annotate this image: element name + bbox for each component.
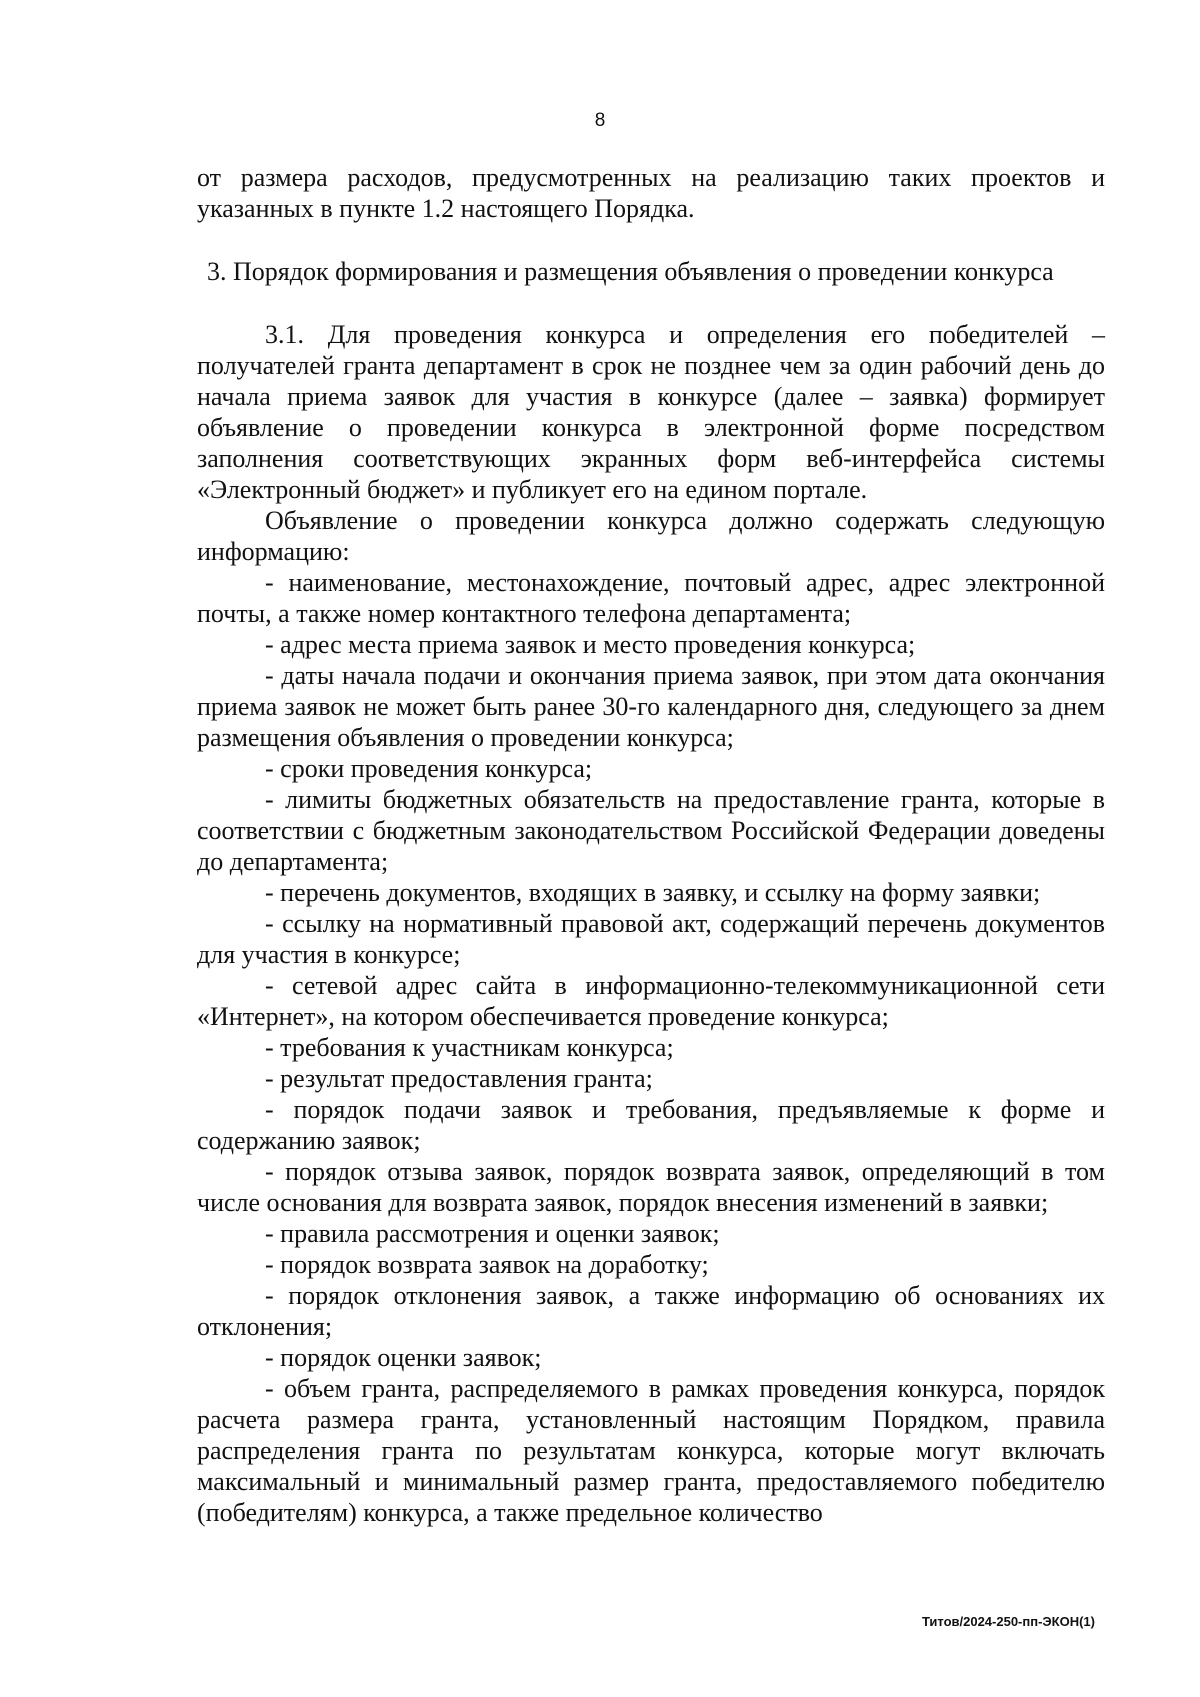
paragraph-continuation: от размера расходов, предусмотренных на реализацию таких проектов и указанных в пункте 1.2 настоящего Порядка. [197,163,1105,223]
list-item: - ссылку на нормативный правовой акт, содержащий перечень документов для участия в конкурсе; [197,909,1105,969]
document-footer-code: Титов/2024-250-пп-ЭКОН(1) [921,1614,1095,1629]
page-number: 8 [594,110,606,131]
list-item: - порядок возврата заявок на доработку; [265,1250,709,1279]
list-item: - результат предоставления гранта; [265,1064,653,1093]
list-item: - сетевой адрес сайта в информационно-телекоммуникационной сети «Интернет», на котором обеспечивается проведение конкурса; [197,971,1105,1031]
list-item: - правила рассмотрения и оценки заявок; [265,1219,720,1248]
list-item: - перечень документов, входящих в заявку, и ссылку на форму заявки; [265,878,1041,907]
body-text [197,162,1105,1528]
list-item: - порядок подачи заявок и требования, предъявляемые к форме и содержанию заявок; [197,1095,1105,1155]
list-item: - порядок отклонения заявок, а также информацию об основаниях их отклонения; [197,1281,1105,1341]
list-item: - лимиты бюджетных обязательств на предоставление гранта, которые в соответствии с бюджетным законодательством Российской Федерации доведены до департамента; [197,785,1105,876]
list-item: - порядок оценки заявок; [265,1343,542,1372]
list-item: - сроки проведения конкурса; [265,754,593,783]
list-item: - объем гранта, распределяемого в рамках проведения конкурса, порядок расчета размера гранта, установленный настоящим Порядком, правила распределения гранта по результатам конкурса, которые могут включать максимальный и минимальный размер гранта, предоставляемого победителю (победителям) конкурса, а также предельное количество [197,1374,1105,1527]
paragraph-announcement-intro: Объявление о проведении конкурса должно содержать следующую информацию: [197,506,1105,566]
list-item: - наименование, местонахождение, почтовый адрес, адрес электронной почты, а также номер контактного телефона департамента; [197,568,1105,628]
section-heading: 3. Порядок формирования и размещения объявления о проведении конкурса [207,257,1054,286]
paragraph-3-1: 3.1. Для проведения конкурса и определения его победителей – получателей гранта департамент в срок не позднее чем за один рабочий день до начала приема заявок для участия в конкурсе (далее – заявка) формирует объявление о проведении конкурса в электронной форме посредством заполнения соответствующих экранных форм веб-интерфейса системы «Электронный бюджет» и публикует его на едином портале. [197,320,1105,504]
list-item: - порядок отзыва заявок, порядок возврата заявок, определяющий в том числе основания для возврата заявок, порядок внесения изменений в заявки; [197,1157,1105,1217]
list-item: - адрес места приема заявок и место проведения конкурса; [265,630,916,659]
list-item: - даты начала подачи и окончания приема заявок, при этом дата окончания приема заявок не может быть ранее 30-го календарного дня, следующего за днем размещения объявления о проведении конкурса; [197,661,1105,752]
list-item: - требования к участникам конкурса; [265,1033,674,1062]
